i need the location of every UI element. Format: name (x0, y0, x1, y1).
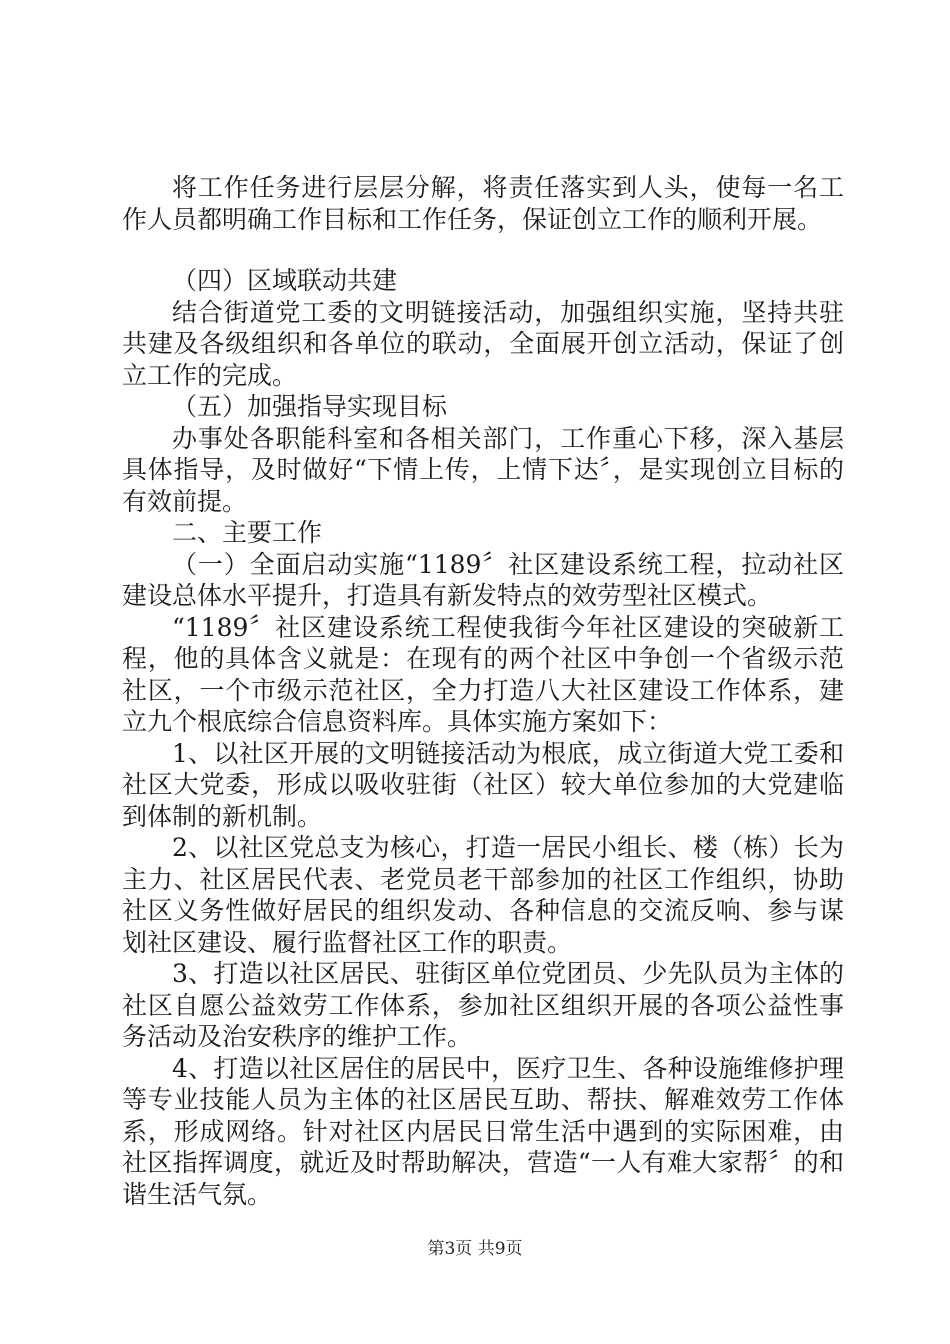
section-heading-5: （五）加强指导实现目标 (172, 392, 448, 421)
paragraph-gap (122, 235, 844, 265)
paragraph: 办事处各职能科室和各相关部门，工作重心下移，深入基层具体指导，及时做好“下情上传，上情下达〞，是实现创立目标的有效前提。 (122, 423, 844, 516)
list-item-3: 3、打造以社区居民、驻街区单位党团员、少先队员为主体的社区自愿公益效劳工作体系，参加社区组织开展的各项公益性事务活动及治安秩序的维护工作。 (122, 959, 844, 1051)
list-item-4: 4、打造以社区居住的居民中，医疗卫生、各种设施维修护理等专业技能人员为主体的社区居民互助、帮扶、解难效劳工作体系，形成网络。针对社区内居民日常生活中遇到的实际困难，由社区指挥调度，就近及时帮助解决，营造“一人有难大家帮〞的和谐生活气氛。 (122, 1053, 844, 1209)
section-heading-4: （四）区域联动共建 (172, 266, 398, 295)
paragraph-intro: 将工作任务进行层层分解，将责任落实到人头，使每一名工作人员都明确工作目标和工作任务，保证创立工作的顺利开展。 (122, 173, 844, 234)
list-item-2: 2、以社区党总支为核心，打造一居民小组长、楼（栋）长为主力、社区居民代表、老党员老干部参加的社区工作组织，协助社区义务性做好居民的组织发动、各种信息的交流反响、参与谋划社区建设、履行监督社区工作的职责。 (122, 833, 844, 957)
paragraph: “1189〞社区建设系统工程使我街今年社区建设的突破新工程，他的具体含义就是：在现有的两个社区中争创一个省级示范社区，一个市级示范社区，全力打造八大社区建设工作体系，建立九个根底综合信息资料库。具体实施方案如下： (122, 612, 844, 736)
paragraph: 结合街道党工委的文明链接活动，加强组织实施，坚持共驻共建及各级组织和各单位的联动，全面展开创立活动，保证了创立工作的完成。 (122, 297, 844, 390)
paragraph: （一）全面启动实施“1189〞社区建设系统工程，拉动社区建设总体水平提升，打造具有新发特点的效劳型社区模式。 (122, 549, 844, 610)
page-number-footer: 第3页 共9页 (427, 1239, 523, 1259)
section-heading-main-work: 二、主要工作 (172, 518, 323, 547)
list-item-1: 1、以社区开展的文明链接活动为根底，成立街道大党工委和社区大党委，形成以吸收驻街（社区）较大单位参加的大党建临到体制的新机制。 (122, 738, 844, 831)
document-body (122, 172, 844, 1210)
